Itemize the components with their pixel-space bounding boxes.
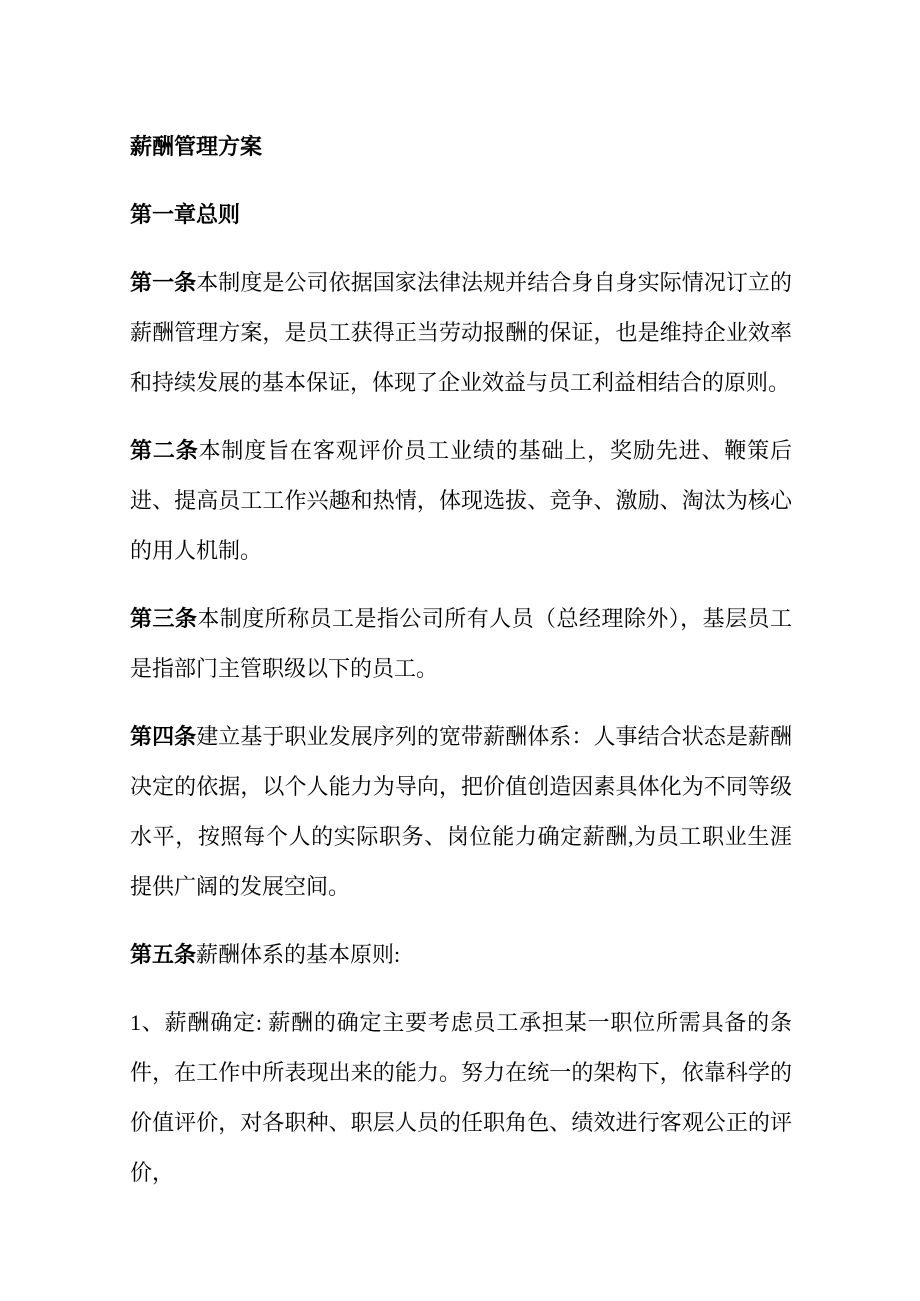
article-5 [130,930,792,980]
article-4 [130,712,792,912]
article-1-text: 本制度是公司依据国家法律法规并结合身自身实际情况订立的薪酬管理方案，是员工获得正当劳动报酬的保证，也是维持企业效率和持续发展的基本保证，体现了企业效益与员工利益相结合的原则。 [130,270,792,395]
document-title: 薪酬管理方案 [130,134,263,159]
chapter-heading: 第一章总则 [130,202,241,227]
article-3-number: 第三条 [130,606,198,631]
article-3 [130,594,792,694]
article-4-text: 建立基于职业发展序列的宽带薪酬体系：人事结合状态是薪酬决定的依据，以个人能力为导向，把价值创造因素具体化为不同等级水平，按照每个人的实际职务、岗位能力确定薪酬,为员工职业生涯提供广阔的发展空间。 [130,724,792,899]
article-2 [130,426,792,576]
article-3-text: 本制度所称员工是指公司所有人员（总经理除外），基层员工是指部门主管职级以下的员工。 [130,606,792,681]
article-1 [130,258,792,408]
list-item-1: 1、薪酬确定: 薪酬的确定主要考虑员工承担某一职位所需具备的条件，在工作中所表现出来的能力。努力在统一的架构下，依靠科学的价值评价，对各职种、职层人员的任职角色、绩效进行客观公正的评价， [130,1010,792,1185]
article-4-number: 第四条 [130,724,197,749]
article-1-number: 第一条 [130,270,197,295]
article-2-text: 本制度旨在客观评价员工业绩的基础上，奖励先进、鞭策后进、提高员工工作兴趣和热情，体现选拔、竞争、激励、淘汰为核心的用人机制。 [130,438,792,563]
article-5-text: 薪酬体系的基本原则: [196,942,401,967]
article-2-number: 第二条 [130,438,199,463]
article-5-number: 第五条 [130,942,197,967]
